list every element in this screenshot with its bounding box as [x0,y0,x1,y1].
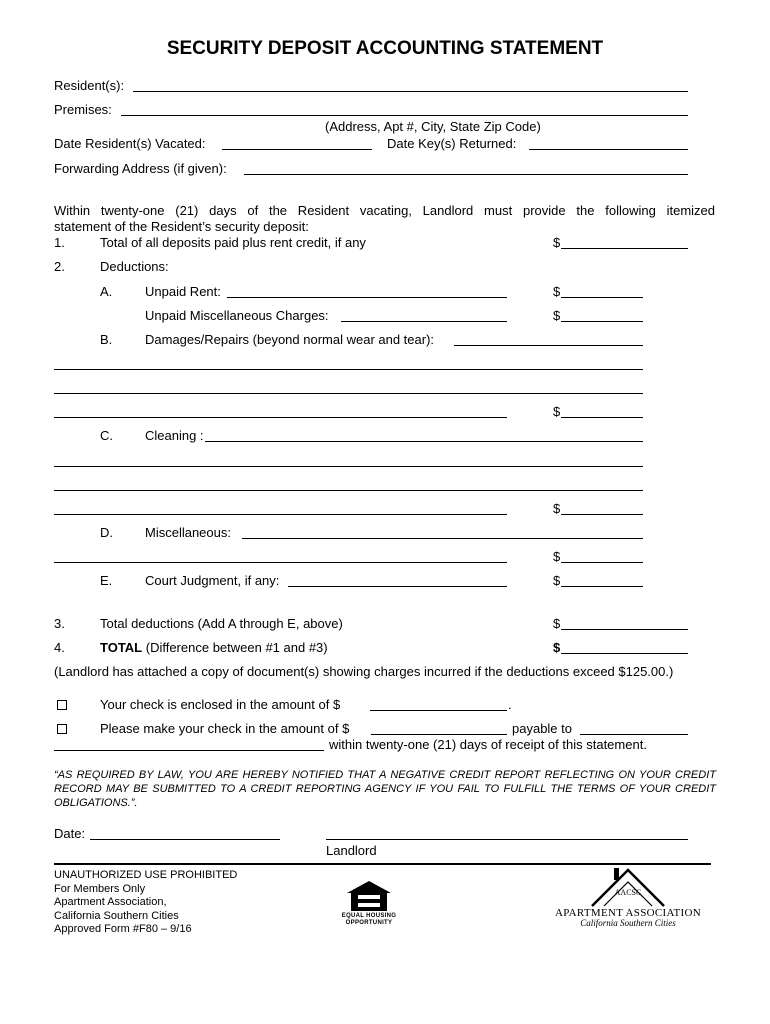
landlord-signature-field[interactable] [326,839,688,840]
miscellaneous-label: Miscellaneous: [145,525,231,540]
item3-number: 3. [54,616,65,631]
total-deductions-amount[interactable] [561,629,688,630]
dollar-sign: $ [553,573,561,588]
payable-to-field[interactable] [580,734,688,735]
dollar-sign: $ [553,404,561,419]
total-amount[interactable] [561,653,688,654]
date-keys-field[interactable] [529,149,688,150]
unpaid-rent-field[interactable] [227,297,507,298]
item1-label: Total of all deposits paid plus rent credit, if any [100,235,366,250]
unpaid-misc-label: Unpaid Miscellaneous Charges: [145,308,329,323]
within-days-label: within twenty-one (21) days of receipt of this statement. [329,737,647,752]
court-judgment-field[interactable] [288,586,507,587]
check-enclosed-period: . [508,697,512,712]
item2-label: Deductions: [100,259,169,274]
footer-line: Approved Form #F80 – 9/16 [54,923,192,935]
unpaid-rent-amount[interactable] [561,297,643,298]
item4-rest: (Difference between #1 and #3) [142,640,328,655]
check-enclosed-checkbox[interactable] [57,700,67,710]
unpaid-misc-amount[interactable] [561,321,643,322]
cleaning-amount[interactable] [561,514,643,515]
court-judgment-label: Court Judgment, if any: [145,573,280,588]
item1-number: 1. [54,235,65,250]
forwarding-field[interactable] [244,174,688,175]
aa-name: APARTMENT ASSOCIATION [555,907,701,919]
cleaning-line[interactable] [54,514,507,515]
eho-line-1: EQUAL HOUSING [341,913,397,919]
damages-line[interactable] [54,393,643,394]
residents-field[interactable] [133,91,688,92]
date-label: Date: [54,826,86,841]
forwarding-label: Forwarding Address (if given): [54,161,227,176]
miscellaneous-amount[interactable] [561,562,643,563]
damages-label: Damages/Repairs (beyond normal wear and tear): [145,332,435,347]
item1-amount-field[interactable] [561,248,688,249]
landlord-label: Landlord [326,843,377,858]
check-enclosed-amount[interactable] [370,710,507,711]
check-request-amount[interactable] [371,734,507,735]
footer-line: For Members Only [54,882,146,895]
apartment-association-logo [552,866,704,930]
item-c-letter: C. [100,428,113,443]
dollar-sign: $ [553,616,561,631]
page-title: SECURITY DEPOSIT ACCOUNTING STATEMENT [166,38,604,59]
item-d-letter: D. [100,525,113,540]
item3-label: Total deductions (Add A through E, above) [100,616,343,631]
cleaning-label: Cleaning : [145,428,204,443]
dollar-sign: $ [553,549,561,564]
dollar-sign: $ [553,235,561,250]
item-b-letter: B. [100,332,113,347]
miscellaneous-field[interactable] [242,538,643,539]
check-enclosed-label: Your check is enclosed in the amount of $ [100,697,341,712]
aa-abbrev: AACSC [614,888,642,897]
credit-notice: “AS REQUIRED BY LAW, YOU ARE HEREBY NOTIFIED THAT A NEGATIVE CREDIT REPORT REFLECTING ON YOUR CREDIT RECORD MAY BE SUBMITTED TO A CREDIT REPORTING AGENCY IF YOU FAIL TO FULFILL THE TERMS OF YOUR CREDIT OBLIGATIONS.”. [54,769,716,809]
item2-number: 2. [54,259,65,274]
aa-sub: California Southern Cities [580,918,676,928]
equal-housing-logo [343,879,395,929]
unpaid-misc-field[interactable] [341,321,507,322]
eho-line-2: OPPORTUNITY [345,920,393,926]
date-vacated-field[interactable] [222,149,372,150]
address-hint: (Address, Apt #, City, State Zip Code) [325,119,541,134]
cleaning-field[interactable] [205,441,643,442]
dollar-sign: $ [553,284,561,299]
footer-line: California Southern Cities [54,909,179,922]
house-icon [343,879,395,913]
footer-line: Apartment Association, [54,896,167,908]
footer-line: UNAUTHORIZED USE PROHIBITED [54,869,238,881]
footer-rule [54,863,711,865]
cleaning-line[interactable] [54,466,643,467]
item-a-letter: A. [100,284,113,299]
check-request-label: Please make your check in the amount of $ [100,721,350,736]
check-request-checkbox[interactable] [57,724,67,734]
date-field[interactable] [90,839,280,840]
payable-to-label: payable to [512,721,572,736]
damages-line[interactable] [54,369,643,370]
item-e-letter: E. [100,573,113,588]
premises-field[interactable] [121,115,688,116]
item4-bold: TOTAL [100,640,143,655]
premises-label: Premises: [54,102,112,117]
dollar-sign: $ [553,308,561,323]
eho-text [339,913,399,927]
residents-label: Resident(s): [54,78,125,93]
intro-line-1: Within twenty-one (21) days of the Resident vacating, Landlord must provide the following itemized [54,203,715,218]
damages-line[interactable] [54,417,507,418]
unpaid-rent-label: Unpaid Rent: [145,284,221,299]
date-vacated-label: Date Resident(s) Vacated: [54,136,206,151]
court-judgment-amount[interactable] [561,586,643,587]
cleaning-line[interactable] [54,490,643,491]
miscellaneous-line[interactable] [54,562,507,563]
dollar-sign: $ [553,640,561,655]
damages-field[interactable] [454,345,643,346]
roof-icon [552,866,704,908]
attached-note: (Landlord has attached a copy of document(s) showing charges incurred if the deductions exceed $125.00.) [54,664,674,679]
item4-number: 4. [54,640,65,655]
intro-line-2: statement of the Resident’s security deposit: [54,219,309,234]
item4-label [100,640,328,655]
damages-amount[interactable] [561,417,643,418]
payable-to-field-2[interactable] [54,750,324,751]
date-keys-label: Date Key(s) Returned: [387,136,517,151]
dollar-sign: $ [553,501,561,516]
